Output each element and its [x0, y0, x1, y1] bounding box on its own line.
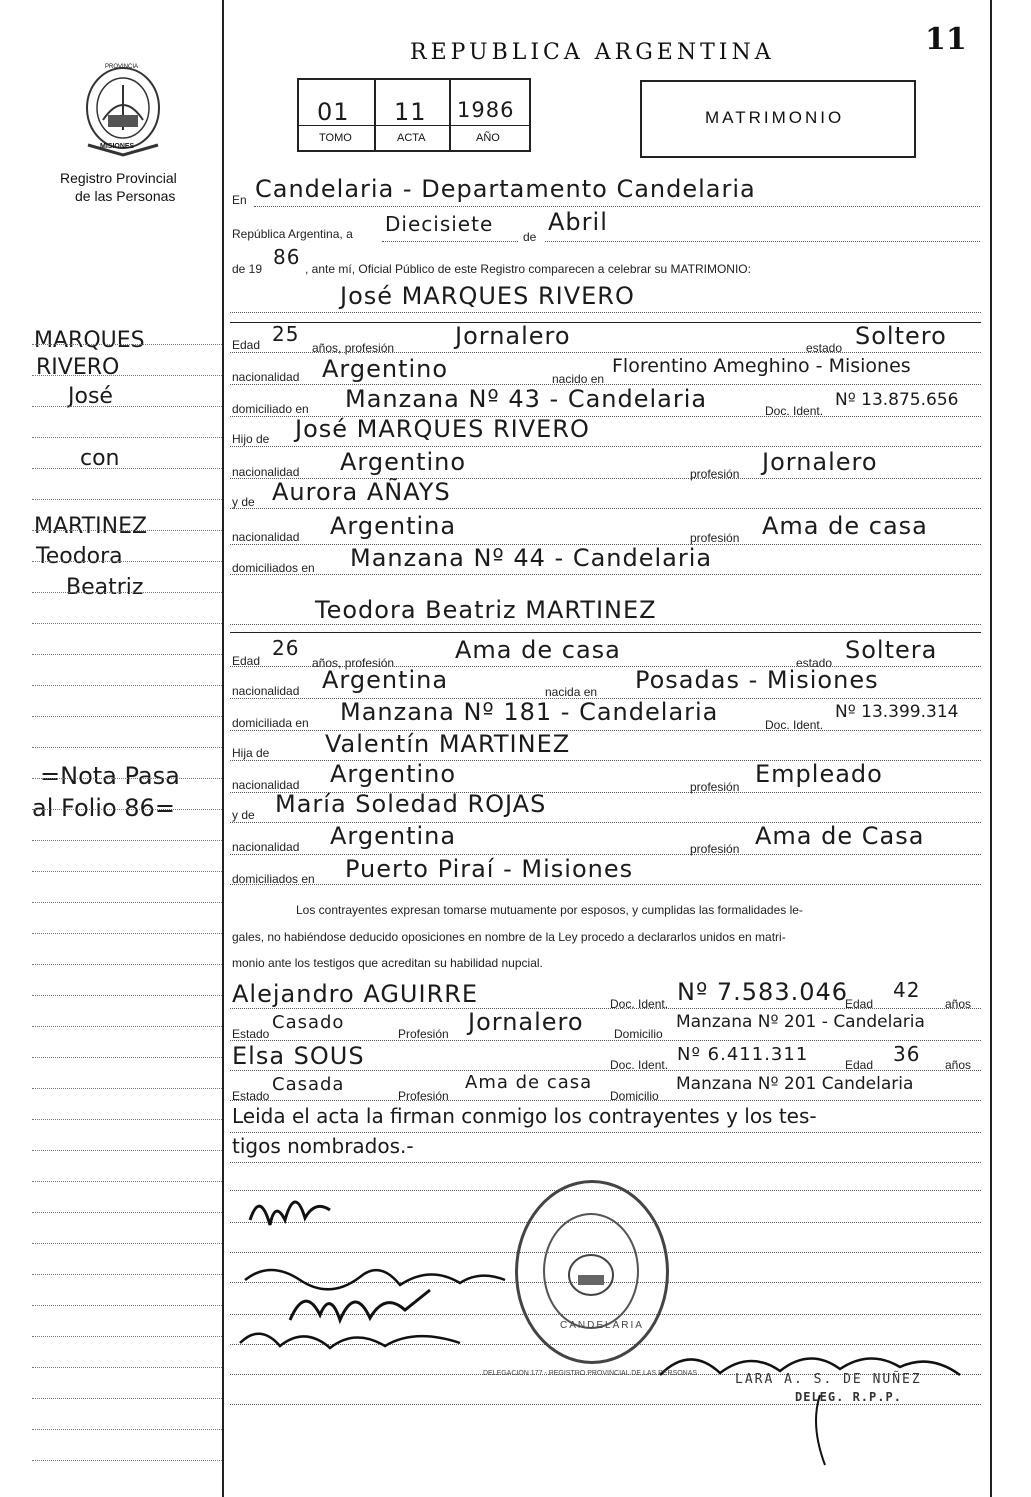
groom-padre-nac-label: nacionalidad [232, 465, 300, 479]
margin-groom-given: José [68, 384, 113, 409]
margin-note-line2: al Folio 86= [32, 794, 175, 822]
bride-madre: María Soledad ROJAS [275, 790, 547, 818]
witness1-anios-label: años [945, 997, 972, 1011]
officer-signature [650, 1335, 970, 1475]
margin-ruled-line [32, 1026, 222, 1027]
witness2-estado-label: Estado [232, 1089, 270, 1103]
country-title: REPUBLICA ARGENTINA [410, 40, 775, 65]
anio-short: 86 [273, 245, 301, 269]
bride-nacida-en: Posadas - Misiones [635, 666, 879, 694]
margin-ruled-line [32, 809, 222, 810]
margin-ruled-line [32, 902, 222, 903]
margin-ruled-line [32, 1398, 222, 1399]
anio-value: 1986 [457, 98, 515, 122]
bride-doc: Nº 13.399.314 [835, 702, 959, 722]
bride-doc-label: Doc. Ident. [765, 718, 824, 732]
bride-name: Teodora Beatriz MARTINEZ [315, 596, 657, 624]
official-seal [515, 1180, 669, 1364]
record-type-box [640, 80, 916, 158]
bride-padres-dom: Puerto Piraí - Misiones [345, 855, 634, 883]
groom-nacionalidad: Argentino [322, 355, 449, 383]
margin-ruled-line [32, 530, 222, 531]
folio-number: 11 [925, 22, 967, 57]
margin-ruled-line [32, 344, 222, 345]
margin-note-line1: =Nota Pasa [40, 762, 180, 790]
witness2-prof-label: Profesión [398, 1089, 449, 1103]
republica-label: República Argentina, a [232, 227, 353, 241]
witness2-name: Elsa SOUS [232, 1042, 365, 1070]
registry-name-line1: Registro Provincial [60, 170, 177, 186]
bride-nacionalidad: Argentina [322, 666, 449, 694]
bride-madre-prof: Ama de Casa [755, 822, 925, 850]
declaration-line2: gales, no habiéndose deducido oposiciones en nombre de la Ley procedo a declararlos unidos en matri- [232, 930, 786, 944]
seal-outer-text: DELEGACION 177 - REGISTRO PROVINCIAL DE LAS PERSONAS [482, 1370, 698, 1377]
margin-ruled-line [32, 1181, 222, 1182]
officer-stamp-line1: LARA A. S. DE NUÑEZ [735, 1372, 922, 1387]
margin-con: con [80, 446, 120, 471]
bride-padre-nac: Argentino [330, 760, 457, 788]
closing-line2: tigos nombrados.- [232, 1134, 414, 1158]
bride-nac-label: nacionalidad [232, 684, 300, 698]
de-label: de [523, 230, 537, 244]
margin-ruled-line [32, 375, 222, 376]
margin-ruled-line [32, 1336, 222, 1337]
groom-padres-dom-label: domiciliados en [232, 561, 315, 575]
record-number-box [297, 78, 531, 152]
witness1-dom-label: Domicilio [614, 1027, 663, 1041]
margin-ruled-line [32, 1088, 222, 1089]
margin-ruled-line [32, 437, 222, 438]
bride-edad-label: Edad [232, 654, 261, 668]
witness1-dom: Manzana Nº 201 - Candelaria [676, 1012, 925, 1032]
bride-madre-prof-label: profesión [690, 842, 740, 856]
groom-padre-prof-label: profesión [690, 467, 740, 481]
right-rule [990, 0, 992, 1497]
groom-madre: Aurora AÑAYS [272, 478, 451, 506]
groom-name: José MARQUES RIVERO [340, 282, 635, 310]
margin-ruled-line [32, 1274, 222, 1275]
margin-groom-surname1: MARQUES [34, 328, 145, 353]
bride-padres-dom-label: domiciliados en [232, 872, 315, 886]
bride-estado: Soltera [845, 636, 938, 664]
witness1-name: Alejandro AGUIRRE [232, 980, 479, 1008]
margin-ruled-line [32, 499, 222, 500]
groom-padre-prof: Jornalero [762, 448, 878, 476]
groom-domicilio: Manzana Nº 43 - Candelaria [345, 385, 708, 413]
margin-ruled-line [32, 592, 222, 593]
margin-ruled-line [32, 623, 222, 624]
margin-ruled-line [32, 1460, 222, 1461]
groom-signature [245, 1180, 335, 1240]
witness2-dom-label: Domicilio [610, 1089, 659, 1103]
acta-value: 11 [394, 98, 427, 126]
bride-padre-prof: Empleado [755, 760, 883, 788]
margin-rule [222, 0, 224, 1497]
witness1-edad-label: Edad [845, 997, 874, 1011]
margin-ruled-line [32, 685, 222, 686]
groom-anios-label: años, profesión [312, 341, 395, 355]
groom-estado-label: estado [806, 341, 843, 355]
witness1-estado: Casado [272, 1012, 345, 1033]
margin-ruled-line [32, 1429, 222, 1430]
witness1-doc: Nº 7.583.046 [677, 978, 849, 1006]
witness1-doc-label: Doc. Ident. [610, 997, 669, 1011]
witness1-edad: 42 [893, 978, 921, 1002]
emblem-bottom-text: MISIONES [100, 143, 135, 150]
groom-doc-label: Doc. Ident. [765, 404, 824, 418]
anio-label: AÑO [476, 132, 500, 144]
witness2-doc: Nº 6.411.311 [677, 1044, 809, 1065]
acta-label: ACTA [397, 132, 426, 144]
bride-domicilio: Manzana Nº 181 - Candelaria [340, 698, 719, 726]
bride-profesion: Ama de casa [455, 636, 621, 664]
margin-ruled-line [32, 1057, 222, 1058]
tomo-value: 01 [317, 98, 350, 126]
margin-ruled-line [32, 747, 222, 748]
bride-estado-label: estado [796, 656, 833, 670]
margin-ruled-line [32, 1212, 222, 1213]
en-label: En [232, 193, 247, 207]
margin-ruled-line [32, 964, 222, 965]
margin-ruled-line [32, 933, 222, 934]
margin-ruled-line [32, 406, 222, 407]
lugar-value: Candelaria - Departamento Candelaria [255, 175, 756, 203]
margin-ruled-line [32, 561, 222, 562]
groom-madre-nac-label: nacionalidad [232, 530, 300, 544]
margin-ruled-line [32, 995, 222, 996]
closing-line1: Leida el acta la firman conmigo los contrayentes y los tes- [232, 1104, 817, 1128]
bride-madre-label: y de [232, 808, 255, 822]
witness2-doc-label: Doc. Ident. [610, 1058, 669, 1072]
groom-doc: Nº 13.875.656 [835, 390, 959, 410]
margin-groom-surname2: RIVERO [36, 355, 120, 380]
margin-ruled-line [32, 1243, 222, 1244]
witness1-prof: Jornalero [468, 1008, 584, 1036]
groom-madre-prof-label: profesión [690, 531, 740, 545]
bride-padre-label: Hija de [232, 746, 270, 760]
groom-edad-label: Edad [232, 338, 261, 352]
bride-anios-label: años, profesión [312, 656, 395, 670]
witness2-signature [235, 1318, 465, 1358]
groom-edad: 25 [272, 322, 300, 346]
groom-padre: José MARQUES RIVERO [295, 415, 590, 443]
groom-madre-nac: Argentina [330, 512, 457, 540]
bride-madre-nac: Argentina [330, 822, 457, 850]
groom-nac-label: nacionalidad [232, 370, 300, 384]
emblem-top-text: PROVINCIA [105, 64, 139, 70]
margin-ruled-line [32, 871, 222, 872]
margin-bride-given1: Teodora [36, 544, 123, 569]
groom-padre-nac: Argentino [340, 448, 467, 476]
bride-nacida-label: nacida en [545, 685, 598, 699]
dia-value: Diecisiete [385, 212, 494, 236]
registry-name-line2: de las Personas [75, 188, 176, 204]
margin-bride-surname: MARTINEZ [34, 514, 148, 539]
groom-dom-label: domiciliado en [232, 402, 309, 416]
witness2-edad: 36 [893, 1042, 921, 1066]
margin-ruled-line [32, 1150, 222, 1151]
groom-nacido-en: Florentino Ameghino - Misiones [612, 355, 911, 377]
witness2-prof: Ama de casa [465, 1072, 593, 1093]
seal-inner-text: CANDELARIA [560, 1320, 644, 1331]
margin-bride-given2: Beatriz [66, 575, 144, 600]
groom-nacido-label: nacido en [552, 372, 605, 386]
groom-profesion: Jornalero [455, 322, 571, 350]
bride-padre-nac-label: nacionalidad [232, 778, 300, 792]
witness2-dom: Manzana Nº 201 Candelaria [676, 1074, 914, 1094]
groom-madre-label: y de [232, 495, 255, 509]
officer-stamp-line2: DELEG. R.P.P. [795, 1390, 902, 1404]
anio-prefix: de 19 [232, 262, 263, 276]
tomo-label: TOMO [319, 132, 352, 144]
margin-ruled-line [32, 778, 222, 779]
bride-edad: 26 [272, 636, 300, 660]
witness2-edad-label: Edad [845, 1058, 874, 1072]
seal-emblem-icon [566, 1253, 616, 1298]
statement-text: , ante mí, Oficial Público de este Registro comparecen a celebrar su MATRIMONIO: [305, 262, 751, 276]
record-type-label: MATRIMONIO [705, 108, 845, 127]
bride-madre-nac-label: nacionalidad [232, 840, 300, 854]
margin-ruled-line [32, 1367, 222, 1368]
witness2-anios-label: años [945, 1058, 972, 1072]
bride-padre: Valentín MARTINEZ [325, 730, 571, 758]
declaration-line1: Los contrayentes expresan tomarse mutuamente por esposos, y cumplidas las formalidades le- [296, 903, 803, 917]
witness1-prof-label: Profesión [398, 1027, 449, 1041]
witness1-estado-label: Estado [232, 1027, 270, 1041]
margin-ruled-line [32, 468, 222, 469]
groom-padres-dom: Manzana Nº 44 - Candelaria [350, 544, 713, 572]
witness2-estado: Casada [272, 1074, 345, 1095]
margin-ruled-line [32, 716, 222, 717]
bride-dom-label: domiciliada en [232, 716, 309, 730]
margin-ruled-line [32, 654, 222, 655]
mes-value: Abril [548, 208, 608, 236]
declaration-line3: monio ante los testigos que acreditan su habilidad nupcial. [232, 956, 543, 970]
margin-ruled-line [32, 840, 222, 841]
bride-padre-prof-label: profesión [690, 780, 740, 794]
margin-ruled-line [32, 1119, 222, 1120]
margin-ruled-line [32, 1305, 222, 1306]
groom-padre-label: Hijo de [232, 432, 270, 446]
groom-estado: Soltero [855, 322, 947, 350]
groom-madre-prof: Ama de casa [762, 512, 928, 540]
